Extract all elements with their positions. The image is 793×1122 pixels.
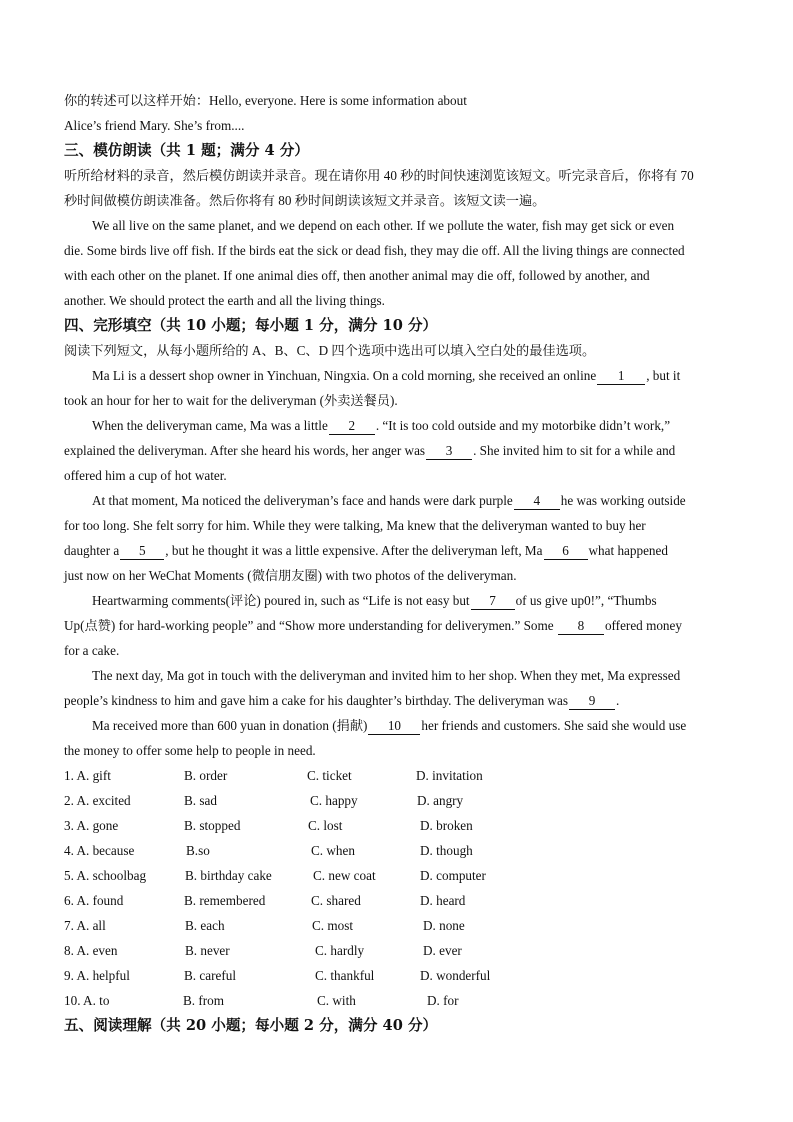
cloze-text: explained the deliveryman. After she heard his words, her anger was [64, 443, 426, 458]
cloze-line [64, 713, 734, 738]
option-c: C. most [312, 918, 354, 933]
section-3-instruction-1: 听所给材料的录音，然后模仿朗读并录音。现在请你用 40 秒的时间快速浏览该短文。听完录音后，你将有 70 [64, 168, 694, 183]
option-d: D. heard [420, 893, 466, 908]
cloze-text: he was working outside [560, 493, 686, 508]
reading-passage-line-3: with each other on the planet. If one animal dies off, then another animal may die off, followed by another, and [64, 268, 650, 283]
cloze-text: Heartwarming comments(评论) poured in, such as “Life is not easy but [92, 593, 470, 608]
cloze-line [64, 688, 734, 713]
cloze-blank-7: 7 [471, 593, 515, 610]
cloze-text: Ma received more than 600 yuan in donation (捐献) [92, 718, 368, 733]
option-b: B.so [186, 843, 210, 858]
option-a: 5. A. schoolbag [64, 868, 147, 883]
cloze-blank-8: 8 [558, 618, 604, 635]
reading-passage-line-1: We all live on the same planet, and we depend on each other. If we pollute the water, fish may get sick or even [92, 218, 675, 233]
section-3-instruction-2: 秒时间做模仿朗读准备。然后你将有 80 秒时间朗读该短文并录音。该短文读一遍。 [64, 193, 546, 208]
cloze-blank-5: 5 [120, 543, 164, 560]
option-d: D. none [423, 918, 465, 933]
option-b: B. from [183, 993, 225, 1008]
option-d: D. angry [417, 793, 464, 808]
option-b: B. each [185, 918, 225, 933]
option-c: C. thankful [315, 968, 375, 983]
cloze-text: At that moment, Ma noticed the deliveryman’s face and hands were dark purple [92, 493, 513, 508]
option-d: D. computer [420, 868, 486, 883]
cloze-text: people’s kindness to him and gave him a cake for his daughter’s birthday. The deliveryman was [64, 693, 569, 708]
option-a: 2. A. excited [64, 793, 131, 808]
cloze-text: When the deliveryman came, Ma was a little [92, 418, 328, 433]
option-a: 9. A. helpful [64, 968, 130, 983]
cloze-blank-2: 2 [329, 418, 375, 435]
option-c: C. happy [310, 793, 358, 808]
cloze-line: The next day, Ma got in touch with the deliveryman and invited him to her shop. When they met, Ma expressed [92, 668, 681, 683]
intro-line-2: Alice’s friend Mary. She’s from.... [64, 118, 245, 133]
option-a: 4. A. because [64, 843, 135, 858]
cloze-blank-6: 6 [544, 543, 588, 560]
cloze-text: Up(点赞) for hard-working people” and “Show more understanding for deliverymen.” Some [64, 618, 554, 633]
option-a: 10. A. to [64, 993, 110, 1008]
option-a: 1. A. gift [64, 768, 111, 783]
cloze-blank-10: 10 [368, 718, 420, 735]
option-d: D. though [420, 843, 473, 858]
cloze-line [64, 488, 734, 513]
option-d: D. wonderful [420, 968, 491, 983]
option-b: B. never [185, 943, 230, 958]
option-b: B. remembered [184, 893, 266, 908]
document-page [64, 88, 734, 1038]
cloze-line: just now on her WeChat Moments (微信朋友圈) with two photos of the deliveryman. [64, 568, 517, 583]
option-c: C. lost [308, 818, 343, 833]
option-a: 8. A. even [64, 943, 118, 958]
option-c: C. with [317, 993, 356, 1008]
reading-passage-line-2: die. Some birds live off fish. If the birds eat the sick or dead fish, they may die off. All the living things are connected [64, 243, 685, 258]
cloze-line [64, 413, 734, 438]
cloze-blank-4: 4 [514, 493, 560, 510]
option-c: C. ticket [307, 768, 352, 783]
intro-line-1: 你的转述可以这样开始：Hello, everyone. Here is some information about [64, 93, 467, 108]
cloze-text: , but he thought it was a little expensive. After the deliveryman left, Ma [165, 543, 543, 558]
cloze-line: for a cake. [64, 643, 120, 658]
cloze-text: , but it [646, 368, 681, 383]
option-row [64, 938, 734, 963]
cloze-text: offered money [604, 618, 682, 633]
option-b: B. order [184, 768, 228, 783]
option-c: C. when [311, 843, 355, 858]
option-d: D. for [427, 993, 459, 1008]
cloze-text: . “It is too cold outside and my motorbike didn’t work,” [375, 418, 671, 433]
cloze-line [64, 363, 734, 388]
option-row [64, 888, 734, 913]
option-row [64, 838, 734, 863]
cloze-blank-9: 9 [569, 693, 615, 710]
cloze-text: what happened [588, 543, 668, 558]
option-a: 7. A. all [64, 918, 106, 933]
cloze-line: offered him a cup of hot water. [64, 468, 227, 483]
cloze-text: . She invited him to sit for a while and [473, 443, 676, 458]
section-3-heading: 三、模仿朗读（共 1 题；满分 4 分） [64, 142, 309, 159]
option-c: C. hardly [315, 943, 365, 958]
option-row [64, 863, 734, 888]
option-b: B. birthday cake [185, 868, 272, 883]
option-row [64, 963, 734, 988]
section-4-instruction: 阅读下列短文，从每小题所给的 A、B、C、D 四个选项中选出可以填入空白处的最佳选项。 [64, 343, 596, 358]
option-row [64, 763, 734, 788]
option-d: D. ever [423, 943, 462, 958]
option-a: 6. A. found [64, 893, 124, 908]
option-d: D. broken [420, 818, 473, 833]
option-b: B. sad [184, 793, 217, 808]
cloze-line: took an hour for her to wait for the deliveryman (外卖送餐员). [64, 393, 398, 408]
option-row [64, 813, 734, 838]
option-row [64, 913, 734, 938]
cloze-text: of us give up0!”, “Thumbs [515, 593, 657, 608]
cloze-blank-1: 1 [597, 368, 645, 385]
cloze-line [64, 613, 734, 638]
cloze-text: her friends and customers. She said she would use [421, 718, 687, 733]
cloze-text: . [616, 693, 620, 708]
option-row [64, 788, 734, 813]
option-c: C. new coat [313, 868, 376, 883]
cloze-text: daughter a [64, 543, 120, 558]
cloze-line [64, 588, 734, 613]
option-b: B. careful [184, 968, 236, 983]
section-4-heading: 四、完形填空（共 10 小题；每小题 1 分，满分 10 分） [64, 317, 438, 334]
cloze-line: for too long. She felt sorry for him. While they were talking, Ma knew that the deliveryman wanted to buy her [64, 518, 646, 533]
section-5-heading: 五、阅读理解（共 20 小题；每小题 2 分，满分 40 分） [64, 1017, 438, 1034]
cloze-text: Ma Li is a dessert shop owner in Yinchuan, Ningxia. On a cold morning, she received an online [92, 368, 597, 383]
cloze-blank-3: 3 [426, 443, 472, 460]
cloze-line [64, 438, 734, 463]
reading-passage-line-4: another. We should protect the earth and all the living things. [64, 293, 385, 308]
option-row [64, 988, 734, 1013]
option-c: C. shared [311, 893, 361, 908]
option-d: D. invitation [416, 768, 483, 783]
option-b: B. stopped [184, 818, 241, 833]
option-a: 3. A. gone [64, 818, 119, 833]
cloze-line: the money to offer some help to people in need. [64, 743, 316, 758]
cloze-line [64, 538, 734, 563]
